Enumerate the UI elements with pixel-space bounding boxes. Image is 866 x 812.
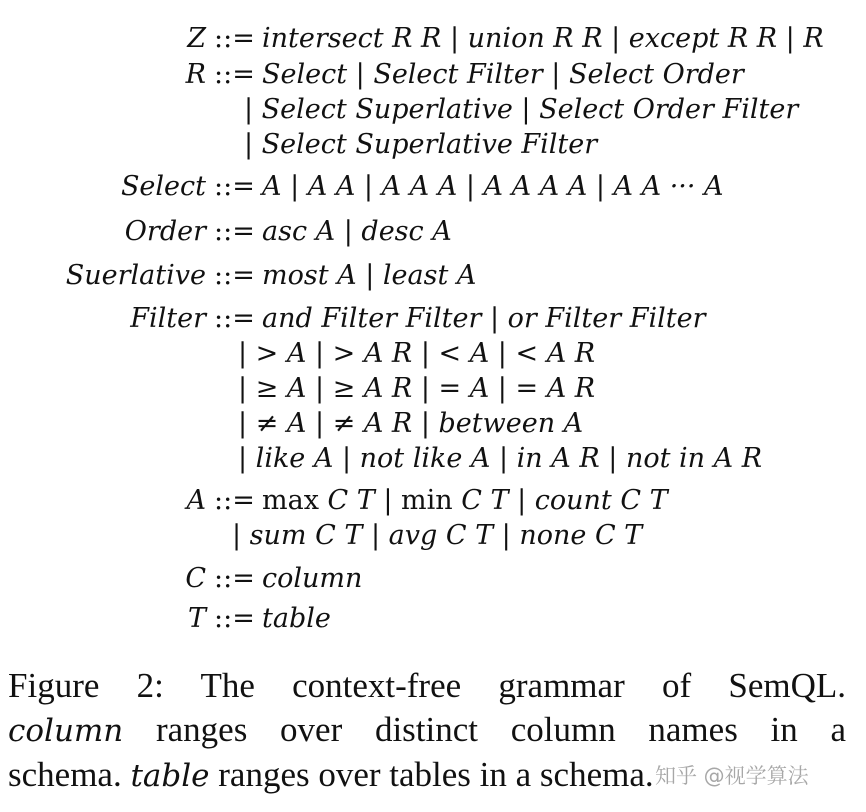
rule-rhs-c: column (262, 563, 363, 594)
rule-rhs-filter-cont2: | ≥ A | ≥ A R | = A | = A R (238, 373, 596, 404)
caption-math-column: column (8, 713, 124, 749)
rule-op: ::= (214, 59, 255, 90)
rule-rhs-a (262, 484, 668, 518)
rule-lhs-a: A (186, 485, 206, 516)
rule-op: ::= (214, 485, 255, 516)
watermark: 知乎 @视学算法 (655, 764, 809, 788)
rhs-a-part: C T | (318, 485, 402, 516)
caption-line-2 (8, 708, 846, 753)
rule-lhs-superlative: Suerlative (65, 260, 206, 291)
rule-lhs-r: R (185, 59, 206, 90)
rule-rhs-superlative: most A | least A (262, 260, 477, 291)
rule-op: ::= (214, 171, 255, 202)
rule-op: ::= (214, 563, 255, 594)
rule-rhs-r: Select | Select Filter | Select Order (262, 59, 744, 90)
rule-lhs-order: Order (124, 216, 206, 247)
rule-op: ::= (214, 216, 255, 247)
caption-text-2: ranges over distinct column names in a (123, 710, 846, 749)
rule-rhs-filter-cont4: | like A | not like A | in A R | not in A R (238, 443, 763, 474)
caption-line-1: Figure 2: The context-free grammar of SemQL. (8, 666, 846, 705)
rule-lhs-z: Z (187, 23, 206, 54)
rule-rhs-a-cont: | sum C T | avg C T | none C T (232, 520, 643, 551)
rule-rhs-order: asc A | desc A (262, 216, 452, 247)
rule-rhs-r-cont2: | Select Superlative Filter (244, 129, 598, 160)
rule-op: ::= (214, 23, 255, 54)
min-fn: min (401, 485, 453, 516)
rule-rhs-t: table (262, 603, 331, 634)
rule-rhs-select: A | A A | A A A | A A A A | A A ··· A (262, 171, 724, 202)
rule-lhs-c: C (185, 563, 206, 594)
rule-op: ::= (214, 260, 255, 291)
rule-rhs-z: intersect R R | union R R | except R R | R (262, 23, 824, 54)
caption-text-3b: ranges over tables in a schema. (209, 755, 654, 794)
rule-lhs-select: Select (120, 171, 206, 202)
rhs-a-part: C T | count C T (452, 485, 668, 516)
rule-lhs-t: T (187, 603, 206, 634)
rule-rhs-r-cont1: | Select Superlative | Select Order Filter (244, 94, 799, 125)
rule-rhs-filter: and Filter Filter | or Filter Filter (262, 303, 706, 334)
rule-rhs-filter-cont1: | > A | > A R | < A | < A R (238, 338, 596, 369)
max-fn: max (262, 485, 319, 516)
caption-math-table: table (130, 758, 210, 794)
rule-op: ::= (214, 603, 255, 634)
caption-text-3a: schema. (8, 755, 131, 794)
rule-lhs-filter: Filter (130, 303, 206, 334)
rule-op: ::= (214, 303, 255, 334)
rule-rhs-filter-cont3: | ≠ A | ≠ A R | between A (238, 408, 584, 439)
